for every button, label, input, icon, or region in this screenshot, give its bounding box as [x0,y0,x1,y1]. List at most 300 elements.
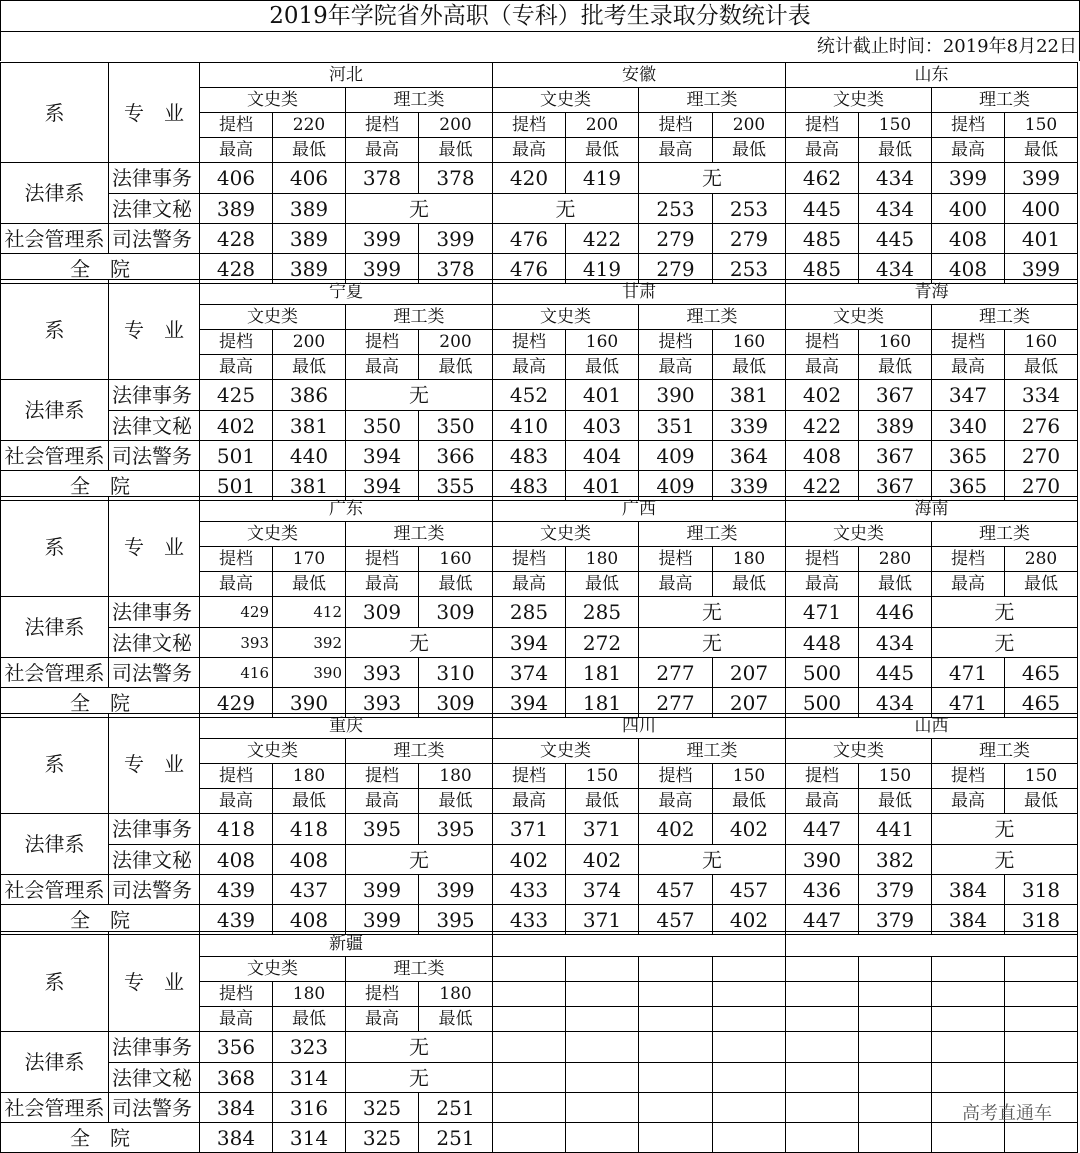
score-cell: 378 [346,163,419,194]
dept-header: 系 [1,497,109,597]
score-row [1,597,1078,628]
none-cell: 无 [346,1063,493,1093]
score-cell: 457 [713,875,786,905]
score-cell: 364 [713,441,786,471]
max-label: 最高 [932,355,1005,380]
score-cell: 485 [786,224,859,254]
empty-cell [1005,1063,1078,1093]
min-label: 最低 [273,355,346,380]
score-cell: 410 [493,411,566,441]
score-row [1,905,1078,935]
score-cell: 447 [786,814,859,845]
score-cell: 310 [419,658,493,688]
score-cell: 422 [786,471,859,501]
score-cell: 371 [566,814,639,845]
score-cell: 325 [346,1123,419,1153]
empty-cell [713,1007,786,1032]
empty-cell [566,982,639,1007]
arts-tidang-score: 150 [859,113,932,138]
tidang-label: 提档 [200,764,273,789]
min-label: 最低 [273,789,346,814]
score-row [1,411,1078,441]
sci-tidang-score: 200 [419,330,493,355]
score-cell: 394 [346,471,419,501]
arts-tidang-score: 220 [273,113,346,138]
major-header: 专 业 [109,714,200,814]
score-cell: 399 [932,163,1005,194]
empty-cell [859,1032,932,1063]
score-row [1,1063,1078,1093]
major-name: 法律事务 [109,163,200,194]
score-cell: 401 [1005,224,1078,254]
score-cell: 285 [566,597,639,628]
max-label: 最高 [639,355,713,380]
score-cell: 365 [932,441,1005,471]
empty-cell [786,1123,859,1153]
major-name: 法律事务 [109,597,200,628]
score-cell: 483 [493,441,566,471]
score-cell: 422 [566,224,639,254]
score-cell: 465 [1005,658,1078,688]
tidang-label: 提档 [493,330,566,355]
arts-tidang-score: 150 [566,764,639,789]
dept-header: 系 [1,63,109,163]
arts-tidang-score: 160 [859,330,932,355]
score-cell: 181 [566,688,639,718]
score-cell: 394 [493,628,566,658]
score-cell: 501 [200,441,273,471]
score-cell: 402 [639,814,713,845]
score-cell: 207 [713,658,786,688]
dept-name: 法律系 [1,1032,109,1093]
dept-name: 法律系 [1,814,109,875]
sci-tidang-score: 150 [1005,113,1078,138]
score-cell: 277 [639,658,713,688]
score-cell: 399 [346,254,419,284]
score-cell: 429 [200,688,273,718]
min-label: 最低 [1005,789,1078,814]
arts-tidang-score: 170 [273,547,346,572]
empty-cell [713,1093,786,1123]
score-cell: 420 [493,163,566,194]
empty-cell [786,1093,859,1123]
sci-tidang-score: 200 [419,113,493,138]
score-cell: 285 [493,597,566,628]
score-cell: 402 [713,814,786,845]
max-label: 最高 [346,1007,419,1032]
empty-cell [493,1007,566,1032]
tidang-label: 提档 [932,330,1005,355]
empty-cell [932,1123,1005,1153]
sci-category: 理工类 [346,739,493,764]
score-cell: 394 [346,441,419,471]
score-cell: 379 [859,875,932,905]
tidang-label: 提档 [200,113,273,138]
empty-cell [859,957,932,982]
score-cell: 445 [859,658,932,688]
score-cell: 408 [932,254,1005,284]
empty-cell [566,1093,639,1123]
score-cell: 406 [273,163,346,194]
empty-cell [493,1063,566,1093]
score-cell: 355 [419,471,493,501]
score-cell: 309 [346,597,419,628]
score-cell: 500 [786,658,859,688]
score-row [1,380,1078,411]
sci-category: 理工类 [639,522,786,547]
arts-category: 文史类 [493,305,639,330]
min-label: 最低 [713,355,786,380]
province-name: 青海 [786,280,1078,305]
sci-tidang-score: 160 [419,547,493,572]
empty-cell [1005,1032,1078,1063]
empty-cell [713,982,786,1007]
province-name: 广东 [200,497,493,522]
major-name: 法律事务 [109,1032,200,1063]
arts-category: 文史类 [200,305,346,330]
score-cell: 500 [786,688,859,718]
score-cell: 434 [859,688,932,718]
score-cell: 253 [639,194,713,224]
arts-category: 文史类 [786,88,932,113]
arts-category: 文史类 [786,305,932,330]
dept-name: 法律系 [1,380,109,441]
score-cell: 399 [419,224,493,254]
score-cell: 389 [273,254,346,284]
score-cell: 272 [566,628,639,658]
score-cell: 393 [346,658,419,688]
empty-cell [859,1093,932,1123]
none-cell: 无 [639,845,786,875]
min-label: 最低 [566,572,639,597]
score-cell: 445 [859,224,932,254]
score-cell: 400 [932,194,1005,224]
min-label: 最低 [419,789,493,814]
dept-name: 社会管理系 [1,441,109,471]
empty-cell [566,1007,639,1032]
sci-category: 理工类 [346,957,493,982]
max-label: 最高 [932,789,1005,814]
score-cell: 501 [200,471,273,501]
major-name: 司法警务 [109,224,200,254]
total-label: 全 院 [1,1123,200,1153]
tidang-label: 提档 [932,547,1005,572]
score-cell: 395 [419,814,493,845]
none-cell: 无 [346,380,493,411]
score-cell: 395 [419,905,493,935]
score-cell: 381 [713,380,786,411]
dept-name: 社会管理系 [1,875,109,905]
empty-cell [493,982,566,1007]
score-cell: 408 [200,845,273,875]
max-label: 最高 [786,789,859,814]
score-cell: 314 [273,1123,346,1153]
empty-cell [713,957,786,982]
min-label: 最低 [273,572,346,597]
empty-cell [713,1123,786,1153]
max-label: 最高 [493,138,566,163]
arts-tidang-score: 200 [566,113,639,138]
score-cell: 418 [273,814,346,845]
empty-cell [932,1063,1005,1093]
total-label: 全 院 [1,254,200,284]
min-label: 最低 [566,789,639,814]
score-cell: 339 [713,471,786,501]
score-cell: 309 [419,597,493,628]
arts-category: 文史类 [493,739,639,764]
score-cell: 402 [493,845,566,875]
score-row [1,194,1078,224]
sci-category: 理工类 [932,739,1078,764]
major-name: 法律文秘 [109,628,200,658]
sci-category: 理工类 [346,305,493,330]
score-cell: 279 [713,224,786,254]
score-cell: 446 [859,597,932,628]
dept-name: 社会管理系 [1,1093,109,1123]
none-cell: 无 [346,628,493,658]
max-label: 最高 [346,355,419,380]
min-label: 最低 [1005,138,1078,163]
major-name: 司法警务 [109,441,200,471]
score-cell: 429 [200,597,273,628]
score-cell: 399 [346,905,419,935]
min-label: 最低 [713,572,786,597]
tidang-label: 提档 [639,764,713,789]
tidang-label: 提档 [493,764,566,789]
empty-cell [639,1063,713,1093]
score-cell: 367 [859,441,932,471]
score-cell: 401 [566,380,639,411]
dept-header: 系 [1,714,109,814]
score-cell: 384 [932,875,1005,905]
dept-header: 系 [1,932,109,1032]
major-name: 法律文秘 [109,411,200,441]
score-cell: 434 [859,194,932,224]
sci-category: 理工类 [639,88,786,113]
dept-name: 法律系 [1,163,109,224]
max-label: 最高 [639,789,713,814]
none-cell: 无 [932,628,1078,658]
empty-cell [786,957,859,982]
province-block [0,62,1078,284]
score-cell: 371 [493,814,566,845]
sci-category: 理工类 [346,88,493,113]
score-row [1,814,1078,845]
score-cell: 448 [786,628,859,658]
score-row [1,1093,1078,1123]
major-name: 法律文秘 [109,845,200,875]
empty-cell [786,1063,859,1093]
score-row [1,628,1078,658]
score-cell: 439 [200,905,273,935]
tidang-label: 提档 [346,764,419,789]
none-cell: 无 [639,628,786,658]
score-cell: 367 [859,471,932,501]
empty-cell [1005,1123,1078,1153]
max-label: 最高 [200,1007,273,1032]
tidang-label: 提档 [786,547,859,572]
max-label: 最高 [639,572,713,597]
score-cell: 447 [786,905,859,935]
sci-category: 理工类 [639,739,786,764]
score-cell: 402 [200,411,273,441]
max-label: 最高 [200,789,273,814]
score-cell: 465 [1005,688,1078,718]
score-cell: 356 [200,1032,273,1063]
score-cell: 381 [273,411,346,441]
score-cell: 390 [273,688,346,718]
major-name: 司法警务 [109,1093,200,1123]
tidang-label: 提档 [493,113,566,138]
arts-category: 文史类 [493,88,639,113]
score-cell: 390 [273,658,346,688]
total-label: 全 院 [1,688,200,718]
score-cell: 485 [786,254,859,284]
empty-cell [639,957,713,982]
score-cell: 367 [859,380,932,411]
score-cell: 402 [786,380,859,411]
empty-cell [639,982,713,1007]
score-cell: 406 [200,163,273,194]
max-label: 最高 [200,355,273,380]
score-cell: 390 [639,380,713,411]
empty-cell [932,1032,1005,1063]
province-name: 广西 [493,497,786,522]
score-cell: 350 [419,411,493,441]
major-header: 专 业 [109,280,200,380]
score-row [1,1123,1078,1153]
score-cell: 371 [566,905,639,935]
score-row [1,441,1078,471]
province-name: 四川 [493,714,786,739]
score-cell: 325 [346,1093,419,1123]
arts-category: 文史类 [493,522,639,547]
major-name: 法律事务 [109,380,200,411]
major-name: 司法警务 [109,658,200,688]
min-label: 最低 [566,355,639,380]
tidang-label: 提档 [639,113,713,138]
empty-cell [566,957,639,982]
none-cell: 无 [639,163,786,194]
score-cell: 384 [200,1123,273,1153]
score-cell: 251 [419,1123,493,1153]
province-name: 安徽 [493,63,786,88]
province-block [0,496,1078,718]
sci-tidang-score: 180 [419,764,493,789]
min-label: 最低 [713,138,786,163]
max-label: 最高 [786,572,859,597]
min-label: 最低 [273,138,346,163]
tidang-label: 提档 [786,764,859,789]
max-label: 最高 [932,138,1005,163]
score-cell: 399 [419,875,493,905]
score-row [1,1032,1078,1063]
none-cell: 无 [932,597,1078,628]
empty-cell [639,1032,713,1063]
province-name: 山西 [786,714,1078,739]
score-cell: 457 [639,905,713,935]
score-cell: 436 [786,875,859,905]
watermark: 高考直通车 [962,1103,1052,1124]
score-cell: 434 [859,163,932,194]
score-cell: 181 [566,658,639,688]
score-cell: 350 [346,411,419,441]
tidang-label: 提档 [639,547,713,572]
score-cell: 402 [566,845,639,875]
empty-cell [932,1007,1005,1032]
score-cell: 374 [566,875,639,905]
score-cell: 389 [859,411,932,441]
empty-cell [566,1032,639,1063]
min-label: 最低 [859,572,932,597]
score-cell: 433 [493,905,566,935]
province-name: 海南 [786,497,1078,522]
empty-cell [639,1123,713,1153]
score-cell: 452 [493,380,566,411]
score-cell: 428 [200,224,273,254]
arts-category: 文史类 [786,522,932,547]
score-row [1,845,1078,875]
min-label: 最低 [1005,355,1078,380]
score-cell: 393 [346,688,419,718]
score-cell: 340 [932,411,1005,441]
sci-tidang-score: 200 [713,113,786,138]
score-cell: 428 [200,254,273,284]
score-cell: 384 [200,1093,273,1123]
score-cell: 318 [1005,905,1078,935]
empty-cell [859,1123,932,1153]
tidang-label: 提档 [932,113,1005,138]
min-label: 最低 [713,789,786,814]
sci-tidang-score: 160 [713,330,786,355]
none-cell: 无 [346,845,493,875]
empty-cell [1005,982,1078,1007]
score-cell: 366 [419,441,493,471]
score-cell: 384 [932,905,1005,935]
empty-cell [1005,957,1078,982]
empty-cell [566,1063,639,1093]
score-cell: 374 [493,658,566,688]
major-header: 专 业 [109,932,200,1032]
tidang-label: 提档 [493,547,566,572]
score-cell: 339 [713,411,786,441]
tidang-label: 提档 [200,982,273,1007]
province-name: 新疆 [200,932,493,957]
score-cell: 381 [273,471,346,501]
total-label: 全 院 [1,905,200,935]
min-label: 最低 [1005,572,1078,597]
score-cell: 368 [200,1063,273,1093]
min-label: 最低 [273,1007,346,1032]
arts-tidang-score: 180 [273,764,346,789]
min-label: 最低 [419,1007,493,1032]
score-cell: 393 [200,628,273,658]
empty-cell [639,1007,713,1032]
score-cell: 394 [493,688,566,718]
score-row [1,224,1078,254]
empty-cell [786,982,859,1007]
sci-category: 理工类 [346,522,493,547]
max-label: 最高 [786,138,859,163]
score-cell: 270 [1005,441,1078,471]
score-cell: 440 [273,441,346,471]
province-name: 重庆 [200,714,493,739]
min-label: 最低 [859,138,932,163]
score-cell: 471 [786,597,859,628]
min-label: 最低 [419,572,493,597]
province-name: 山东 [786,63,1078,88]
score-cell: 437 [273,875,346,905]
